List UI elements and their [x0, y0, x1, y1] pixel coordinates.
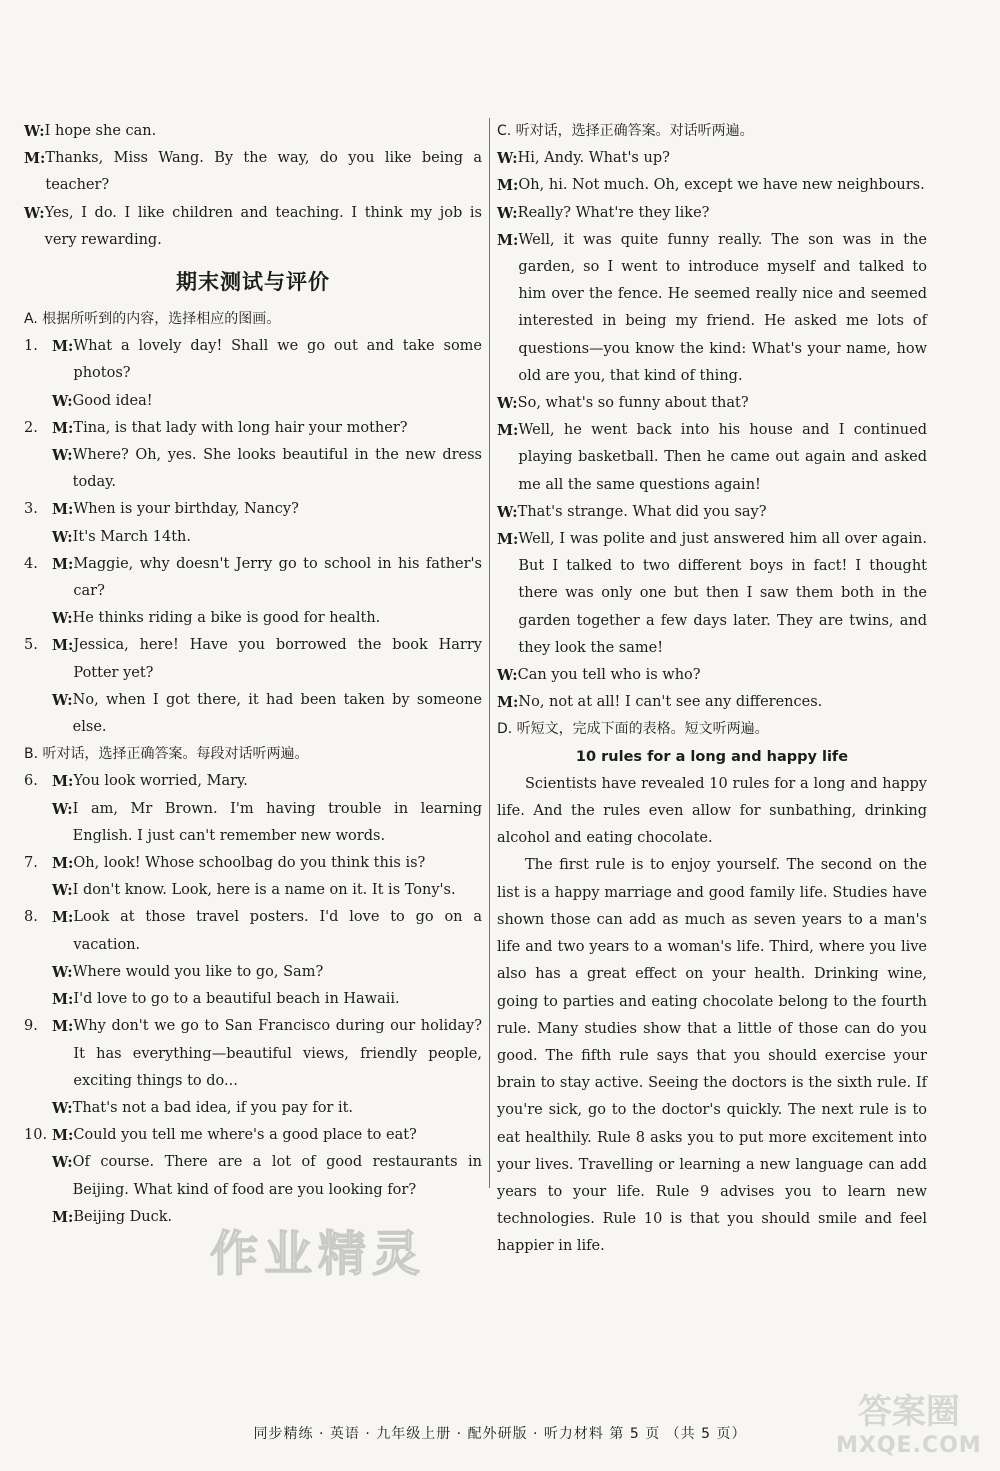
dialogue-text: No, when I got there, it had been taken by someone else. [72, 691, 482, 736]
dialogue-line [497, 499, 927, 526]
question-item [24, 632, 482, 686]
dialogue-line [52, 524, 482, 551]
dialogue-line [52, 959, 482, 986]
speaker-label: W: [52, 392, 73, 410]
dialogue-text: That's not a bad idea, if you pay for it. [72, 1099, 354, 1116]
section-title: 期末测试与评价 [176, 270, 330, 295]
dialogue-line [52, 1095, 482, 1122]
dialogue-text: Where? Oh, yes. She looks beautiful in the new dress today. [72, 447, 482, 491]
dialogue-text: Of course. There are a lot of good restaurants in Beijing. What kind of food are you looking for? [72, 1154, 482, 1198]
speaker-label: M: [52, 419, 74, 437]
speaker-label: M: [52, 338, 74, 356]
dialogue-text: Thanks, Miss Wang. By the way, do you like being a teacher? [45, 150, 482, 194]
speaker-label: M: [52, 1018, 74, 1036]
dialogue-line [52, 605, 482, 632]
dialogue-text: Could you tell me where's a good place to eat? [73, 1127, 417, 1144]
dialogue-text: No, not at all! I can't see any differences. [518, 694, 823, 711]
dialogue-line [24, 768, 482, 795]
speaker-label: W: [497, 150, 518, 168]
item-number: 7. [24, 855, 38, 872]
speaker-label: W: [52, 1099, 73, 1117]
item-number: 8. [24, 909, 38, 926]
dialogue-text: Jessica, here! Have you borrowed the book Harry Potter yet? [73, 637, 482, 681]
dialogue-line [497, 200, 927, 227]
speaker-label: M: [52, 909, 74, 927]
speaker-label: W: [52, 963, 73, 981]
item-number: 5. [24, 637, 38, 654]
dialogue-text: So, what's so funny about that? [517, 395, 749, 412]
speaker-label: W: [52, 528, 73, 546]
dialogue-text: When is your birthday, Nancy? [73, 501, 299, 518]
dialogue-line [52, 442, 482, 496]
dialogue-line [497, 172, 927, 199]
dialogue-line [497, 417, 927, 499]
speaker-label: M: [52, 1127, 74, 1145]
dialogue-text: He thinks riding a bike is good for health. [72, 610, 381, 627]
page-footer: 同步精练 · 英语 · 九年级上册 · 配外研版 · 听力材料 第 5 页 （共 5 页） [253, 1426, 747, 1442]
question-item [24, 415, 482, 442]
instruction-a: A. 根据所听到的内容，选择相应的图画。 [24, 311, 281, 328]
dialogue-text: Well, he went back into his house and I continued playing basketball. Then he came out again and asked me all the same questions again! [518, 422, 927, 493]
speaker-label: W: [497, 204, 518, 222]
dialogue-text: I am, Mr Brown. I'm having trouble in learning English. I just can't remember new words. [72, 800, 482, 844]
speaker-label: W: [52, 610, 73, 628]
dialogue-line [52, 986, 482, 1013]
speaker-label: W: [497, 667, 518, 685]
dialogue-text: Look at those travel posters. I'd love to go on a vacation. [73, 909, 482, 953]
speaker-label: M: [497, 694, 519, 712]
speaker-label: M: [497, 177, 519, 195]
column-divider [489, 118, 490, 1188]
dialogue-text: It's March 14th. [72, 528, 191, 545]
dialogue-line [497, 390, 927, 417]
speaker-label: W: [24, 204, 45, 222]
dialogue-text: Oh, hi. Not much. Oh, except we have new neighbours. [518, 177, 925, 194]
corner-logo-text: 答案圈 [857, 1392, 960, 1432]
dialogue-line [497, 526, 927, 662]
dialogue-line [52, 796, 482, 850]
item-number: 2. [24, 419, 38, 436]
dialogue-text: Oh, look! Whose schoolbag do you think this is? [73, 855, 426, 872]
dialogue-line [24, 1013, 482, 1095]
dialogue-text: Maggie, why doesn't Jerry go to school in his father's car? [73, 555, 482, 600]
item-number: 4. [24, 555, 38, 572]
question-item [24, 496, 482, 523]
speaker-label: W: [52, 447, 73, 465]
speaker-label: M: [497, 231, 519, 249]
item-number: 9. [24, 1018, 38, 1035]
instruction-d: D. 听短文，完成下面的表格。短文听两遍。 [497, 721, 769, 738]
dialogue-line [52, 877, 482, 904]
dialogue-line [497, 689, 927, 716]
speaker-label: M: [52, 773, 74, 791]
dialogue-text: Well, it was quite funny really. The son was in the garden, so I went to introduce myself and talked to him over the fence. He seemed really nice and seemed interested in being my friend. He asked me lots of questions—you know the kind: What's your name, how old are you, that kind of thing. [518, 231, 927, 384]
dialogue-text: Tina, is that lady with long hair your mother? [73, 419, 408, 436]
speaker-label: M: [52, 555, 74, 573]
speaker-label: W: [497, 503, 518, 521]
question-item [24, 551, 482, 605]
dialogue-line [52, 388, 482, 415]
dialogue-line [24, 850, 482, 877]
speaker-label: M: [52, 501, 74, 519]
speaker-label: M: [24, 150, 46, 168]
item-number: 6. [24, 773, 38, 790]
speaker-label: W: [52, 800, 73, 818]
passage-paragraph: Scientists have revealed 10 rules for a long and happy life. And the rules even allow for sunbathing, drinking alcohol and eating chocolate. [497, 775, 927, 847]
instruction-b: B. 听对话，选择正确答案。每段对话听两遍。 [24, 746, 309, 763]
dialogue-text: I don't know. Look, here is a name on it. It is Tony's. [72, 882, 456, 899]
dialogue-line [24, 904, 482, 958]
dialogue-text: Good idea! [72, 392, 153, 409]
dialogue-line [497, 227, 927, 390]
item-number: 3. [24, 501, 38, 518]
speaker-label: W: [52, 882, 73, 900]
speaker-label: W: [52, 1154, 73, 1172]
speaker-label: M: [52, 637, 74, 655]
dialogue-text: You look worried, Mary. [73, 773, 248, 790]
dialogue-line [24, 118, 482, 145]
dialogue-text: I hope she can. [44, 123, 157, 139]
passage-paragraph: The first rule is to enjoy yourself. The second on the list is a happy marriage and good family life. Studies have shown those can add as much as seven years to a man's life and two years to a woman's life. Third, where you live also has a great effect on your health. Drinking wine, going to parties and eating chocolate belong to the fourth rule. Many studies show that a little of those can do you good. The fifth rule says that you should exercise your brain to stay active. Seeing the doctors is the sixth rule. If you're sick, go to the doctor's quickly. The next rule is to eat healthily. Rule 8 asks you to put more excitement into your lives. Travelling or learning a new language can add years to your life. Rule 9 advises you to learn new technologies. Rule 10 is that you should smile and feel happier in life. [497, 857, 927, 1255]
dialogue-text: Yes, I do. I like children and teaching. I think my job is very rewarding. [44, 204, 482, 248]
speaker-label: M: [52, 855, 74, 873]
speaker-label: W: [497, 395, 518, 413]
dialogue-text: Hi, Andy. What's up? [517, 150, 670, 167]
item-number: 10. [24, 1127, 48, 1144]
speaker-label: W: [52, 691, 73, 709]
dialogue-line [24, 200, 482, 254]
item-number: 1. [24, 338, 38, 355]
dialogue-text: Well, I was polite and just answered him all over again. But I talked to two different boys in fact! I thought there was only one but then I saw them both in the garden together a few days later. They are twins, and they look the same! [518, 531, 927, 656]
dialogue-text: Where would you like to go, Sam? [72, 963, 324, 980]
speaker-label: W: [24, 123, 45, 140]
dialogue-text: Really? What're they like? [517, 204, 710, 221]
dialogue-line [24, 145, 482, 199]
passage-title: 10 rules for a long and happy life [575, 748, 849, 765]
dialogue-line [24, 1122, 482, 1149]
dialogue-text: Can you tell who is who? [517, 667, 701, 684]
dialogue-line [52, 1149, 482, 1203]
watermark-text: 作业精灵 [210, 1226, 427, 1282]
corner-logo-site: MXQE.COM [836, 1433, 982, 1458]
speaker-label: M: [52, 1208, 74, 1226]
dialogue-text: I'd love to go to a beautiful beach in Hawaii. [73, 991, 400, 1008]
left-column [24, 118, 482, 1231]
dialogue-text: That's strange. What did you say? [517, 503, 767, 520]
dialogue-text: What a lovely day! Shall we go out and take some photos? [73, 338, 482, 382]
dialogue-text: Why don't we go to San Francisco during our holiday? It has everything—beautiful views, friendly people, exciting things to do... [73, 1018, 482, 1089]
dialogue-line [497, 662, 927, 689]
speaker-label: M: [497, 531, 519, 549]
speaker-label: M: [52, 991, 74, 1009]
question-item [24, 333, 482, 387]
right-column [497, 118, 927, 1261]
dialogue-line [52, 687, 482, 741]
dialogue-text: Beijing Duck. [73, 1208, 173, 1225]
dialogue-line [497, 145, 927, 172]
instruction-c: C. 听对话，选择正确答案。对话听两遍。 [497, 123, 754, 139]
speaker-label: M: [497, 422, 519, 440]
